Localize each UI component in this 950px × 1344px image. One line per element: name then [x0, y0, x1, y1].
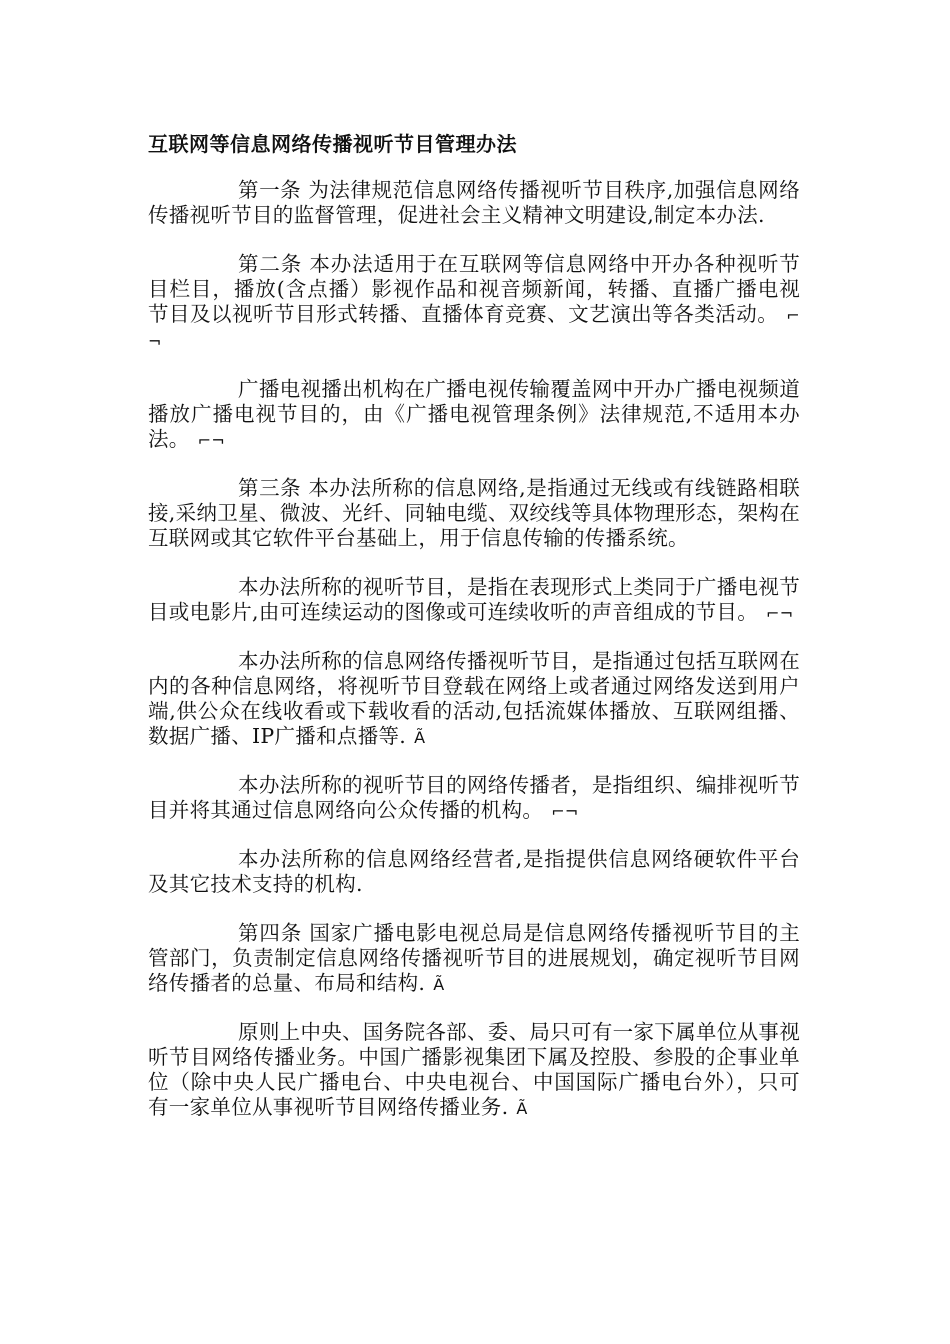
- article-4-paragraph: [148, 921, 800, 997]
- paragraph-mark: ⌐¬: [148, 306, 800, 351]
- paragraph-mark: ⌐¬: [766, 604, 794, 623]
- definition-program-paragraph: [148, 575, 800, 626]
- paragraph-text: 本办法所称的视听节目，是指在表现形式上类同于广播电视节目或电影片,由可连续运动的图像或可连续收听的声音组成的节目。: [148, 575, 800, 624]
- paragraph-text: 第四条 国家广播电影电视总局是信息网络传播视听节目的主管部门，负责制定信息网络传播视听节目的进展规划，确定视听节目网络传播者的总量、布局和结构.: [148, 921, 800, 995]
- article-1-paragraph: [148, 178, 800, 229]
- paragraph-text: 第三条 本办法所称的信息网络,是指通过无线或有线链路相联接,采纳卫星、微波、光纤、同轴电缆、双绞线等具体物理形态，架构在互联网或其它软件平台基础上，用于信息传输的传播系统。: [148, 476, 800, 550]
- document-page: [148, 128, 800, 1144]
- paragraph-mark: Ã: [516, 1099, 528, 1118]
- paragraph-text: 广播电视播出机构在广播电视传输覆盖网中开办广播电视频道播放广播电视节目的，由《广播电视管理条例》法律规范,不适用本办法。: [148, 377, 800, 451]
- definition-disseminator-paragraph: [148, 773, 800, 824]
- paragraph-text: 原则上中央、国务院各部、委、局只可有一家下属单位从事视听节目网络传播业务。中国广播影视集团下属及控股、参股的企事业单位（除中央人民广播电台、中央电视台、中国国际广播电台外），只可有一家单位从事视听节目网络传播业务.: [148, 1020, 800, 1119]
- paragraph-mark: ⌐¬: [197, 431, 226, 450]
- paragraph-text: 本办法所称的信息网络传播视听节目，是指通过包括互联网在内的各种信息网络，将视听节目登载在网络上或者通过网络发送到用户端,供公众在线收看或下载收看的活动,包括流媒体播放、互联网组播、数据广播、IP广播和点播等.: [148, 649, 800, 748]
- paragraph-mark: ⌐¬: [551, 802, 579, 821]
- paragraph-text: 本办法所称的信息网络经营者,是指提供信息网络硬软件平台及其它技术支持的机构.: [148, 847, 800, 896]
- paragraph-mark: Ã: [414, 728, 426, 747]
- article-2-note-paragraph: [148, 377, 800, 453]
- definition-network-broadcast-paragraph: [148, 649, 800, 750]
- definition-operator-paragraph: [148, 847, 800, 898]
- article-4-principle-paragraph: [148, 1020, 800, 1121]
- document-title: 互联网等信息网络传播视听节目管理办法: [148, 132, 517, 156]
- paragraph-text: 本办法所称的视听节目的网络传播者，是指组织、编排视听节目并将其通过信息网络向公众传播的机构。: [148, 773, 800, 822]
- paragraph-text: 第一条 为法律规范信息网络传播视听节目秩序,加强信息网络传播视听节目的监督管理，促进社会主义精神文明建设,制定本办法.: [148, 178, 800, 227]
- article-2-paragraph: [148, 252, 800, 354]
- article-3-paragraph: [148, 476, 800, 552]
- paragraph-text: 第二条 本办法适用于在互联网等信息网络中开办各种视听节目栏目，播放(含点播）影视作品和视音频新闻，转播、直播广播电视节目及以视听节目形式转播、直播体育竞赛、文艺演出等各类活动。: [148, 252, 800, 326]
- paragraph-mark: Ã: [433, 975, 445, 994]
